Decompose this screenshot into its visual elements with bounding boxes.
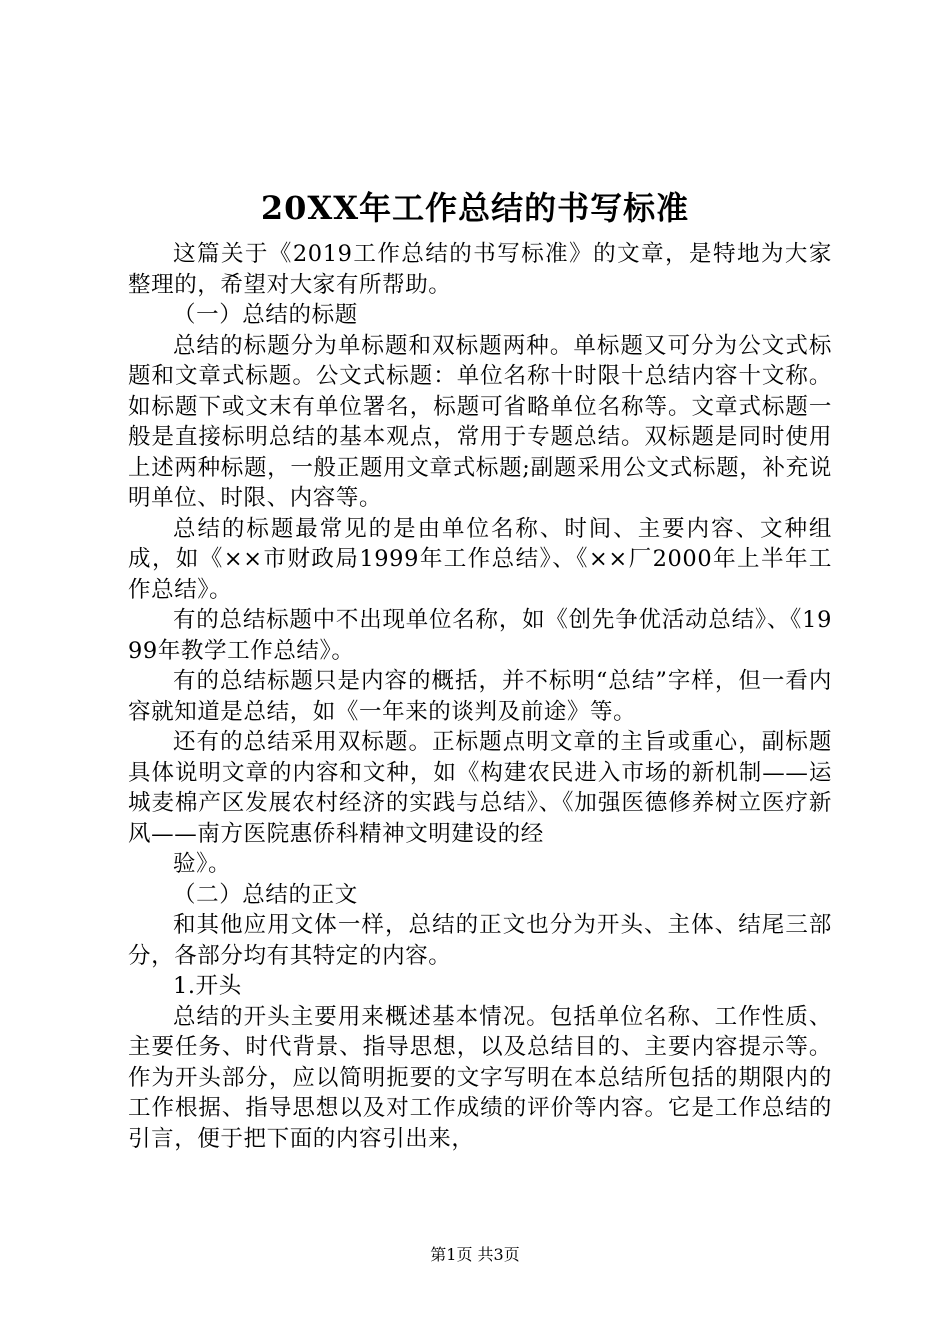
document-body [128, 239, 832, 1154]
body-paragraph: 验》。 [173, 851, 232, 877]
intro-paragraph: 这篇关于《2019工作总结的书写标准》的文章，是特地为大家整理的，希望对大家有所帮助。 [128, 241, 832, 298]
body-paragraph: 总结的开头主要用来概述基本情况。包括单位名称、工作性质、主要任务、时代背景、指导思想，以及总结目的、主要内容提示等。作为开头部分，应以简明扼要的文字写明在本总结所包括的期限内的工作根据、指导思想以及对工作成绩的评价等内容。它是工作总结的引言，便于把下面的内容引出来， [128, 1003, 832, 1152]
body-paragraph: 和其他应用文体一样，总结的正文也分为开头、主体、结尾三部分，各部分均有其特定的内容。 [128, 912, 832, 969]
body-paragraph: 总结的标题最常见的是由单位名称、时间、主要内容、文种组成，如《××市财政局1999年工作总结》、《××厂2000年上半年工作总结》。 [128, 515, 832, 603]
body-paragraph: 有的总结标题只是内容的概括，并不标明“总结”字样，但一看内容就知道是总结，如《一年来的谈判及前途》等。 [128, 668, 832, 725]
body-paragraph: 有的总结标题中不出现单位名称，如《创先争优活动总结》、《1999年教学工作总结》。 [128, 607, 832, 664]
page-footer: 第1页 共3页 [430, 1245, 520, 1264]
section-heading-title: （一）总结的标题 [173, 302, 358, 328]
section-heading-body: （二）总结的正文 [173, 881, 358, 908]
body-paragraph: 还有的总结采用双标题。正标题点明文章的主旨或重心，副标题具体说明文章的内容和文种，如《构建农民进入市场的新机制——运城麦棉产区发展农村经济的实践与总结》、《加强医德修养树立医疗新风——南方医院惠侨科精神文明建设的经 [128, 729, 832, 847]
document-title: 20XX年工作总结的书写标准 [260, 189, 690, 227]
subsection-heading-opening: 1.开头 [173, 973, 242, 999]
body-paragraph: 总结的标题分为单标题和双标题两种。单标题又可分为公文式标题和文章式标题。公文式标题：单位名称十时限十总结内容十文称。如标题下或文末有单位署名，标题可省略单位名称等。文章式标题一般是直接标明总结的基本观点，常用于专题总结。双标题是同时使用上述两种标题，一般正题用文章式标题;副题采用公文式标题，补充说明单位、时限、内容等。 [128, 332, 832, 511]
